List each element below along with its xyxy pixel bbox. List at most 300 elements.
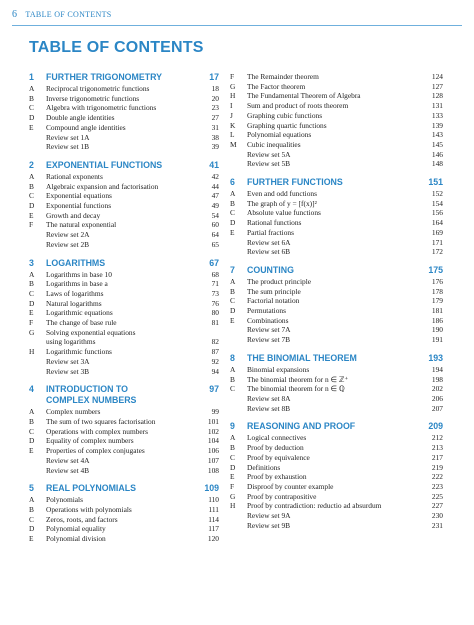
section-entry [29,436,219,446]
section-entry [29,299,219,309]
section-page: 169 [431,227,443,237]
section-page: 42 [211,171,219,181]
review-set-entry [29,357,219,367]
chapter-heading [29,258,219,270]
section-title: Complex numbers [46,407,101,417]
chapter-page: 17 [209,72,219,82]
chapter-section [29,384,219,475]
chapter-title [46,258,203,269]
chapter-section [230,72,443,169]
section-entry [29,103,219,113]
section-letter: B [29,504,34,514]
section-page: 31 [211,122,219,132]
section-title: Growth and decay [46,210,101,220]
section-letter: A [29,84,35,93]
section-entry [230,277,443,287]
section-title: Cubic inequalities [247,139,301,149]
section-page: 198 [431,374,443,384]
section-title: Review set 6B [247,247,291,257]
section-title: Exponential functions [46,201,112,211]
section-page: 219 [431,462,443,472]
section-entry [230,472,443,482]
section-letter: A [29,269,35,279]
section-letter: D [29,298,35,308]
section-entry [29,201,219,211]
section-title: Review set 8B [247,403,291,413]
review-set-entry [230,404,443,414]
section-page: 54 [211,210,219,220]
section-entry [230,306,443,316]
section-entry [230,287,443,297]
section-entry [230,228,443,238]
section-entry [230,140,443,150]
section-letter: F [29,318,34,328]
section-page: 44 [211,181,219,191]
section-letter: B [29,416,34,426]
section-page: 172 [431,247,443,257]
chapter-number: 4 [29,384,34,395]
toc-left-column [29,72,219,552]
section-title: The binomial theorem for n ∈ ℚ [247,384,345,394]
section-page: 206 [431,393,443,403]
review-set-entry [230,247,443,257]
section-page: 81 [211,318,219,328]
section-letter: C [29,288,34,298]
section-title: Review set 2B [46,239,90,249]
section-entry [230,130,443,140]
section-title: Polynomial equality [46,524,106,534]
section-title: Proof by deduction [247,443,304,453]
section-entry [230,111,443,121]
section-title: Review set 7B [247,335,291,345]
section-title: Definitions [247,462,281,472]
section-letter: C [29,103,34,113]
section-title: Algebra with trigonometric functions [46,103,157,113]
chapter-section [29,72,219,152]
section-entry [29,94,219,104]
chapter-title [46,483,198,494]
section-page: 27 [211,113,219,123]
chapter-page: 67 [209,257,219,268]
section-title: Solving exponential equations [46,327,136,337]
section-entry [230,316,443,326]
section-page: 207 [431,403,443,413]
section-page: 64 [211,230,219,240]
section-letter: B [29,181,34,191]
chapter-heading [230,353,443,365]
chapter-title-line: INTRODUCTION TO [46,384,128,395]
section-title: Permutations [247,306,287,316]
section-page: 47 [211,191,219,201]
section-letter: D [230,462,236,472]
section-page: 225 [431,491,443,501]
section-page: 114 [208,514,219,524]
section-letter: F [230,481,235,491]
section-page: 181 [431,306,443,316]
section-letter: E [29,308,34,318]
section-letter: H [29,347,35,357]
section-page: 143 [431,130,443,140]
chapter-title-line: THE BINOMIAL THEOREM [247,352,357,363]
section-page: 60 [211,220,219,230]
running-head-page-number: 6 [12,8,18,20]
section-title: The Fundamental Theorem of Algebra [247,91,361,101]
section-title: Absolute value functions [247,208,321,218]
section-page: 194 [431,364,443,374]
section-entry [29,220,219,230]
section-entry [29,347,219,357]
section-title: The sum of two squares factorisation [46,416,156,426]
section-letter: J [230,110,233,120]
section-entry [230,501,443,511]
chapter-number: 1 [29,72,34,82]
section-title: Operations with polynomials [46,504,132,514]
review-set-entry [230,325,443,335]
section-letter: K [230,120,236,130]
section-page: 231 [431,520,443,530]
section-letter: G [29,327,35,337]
section-page: 65 [211,239,219,249]
chapter-section [29,160,219,250]
section-page: 222 [431,472,443,482]
section-page: 227 [431,501,443,511]
section-page: 212 [431,433,443,443]
section-page: 202 [431,384,443,394]
section-page: 49 [211,201,219,211]
section-page: 73 [211,288,219,298]
section-title: The Remainder theorem [247,72,319,81]
section-letter: E [230,472,235,482]
section-title: Review set 4B [46,465,90,475]
section-letter: D [29,524,35,534]
review-set-entry [29,133,219,143]
section-entry [230,482,443,492]
section-entry [230,492,443,502]
chapter-title-line: FURTHER TRIGONOMETRY [46,72,162,82]
section-letter: D [230,306,236,316]
section-title: Exponential equations [46,191,112,201]
section-letter: C [230,452,235,462]
section-letter: E [230,227,235,237]
review-set-entry [230,394,443,404]
section-letter: C [230,208,235,218]
section-page: 82 [211,337,219,347]
section-entry [29,211,219,221]
chapter-heading [230,421,443,433]
section-letter: E [29,122,34,132]
review-set-entry [230,521,443,531]
section-title: Natural logarithms [46,298,102,308]
section-letter: B [29,279,34,289]
section-page: 71 [211,279,219,289]
toc-right-column [230,72,443,538]
section-letter: E [29,446,34,456]
chapter-title [247,177,422,188]
section-page: 38 [211,132,219,142]
section-entry [230,101,443,111]
section-title: Review set 5B [247,159,291,169]
section-entry [230,82,443,92]
section-entry [230,463,443,473]
section-page: 131 [431,101,443,111]
chapter-number: 5 [29,483,34,494]
section-letter: C [29,426,34,436]
section-page: 127 [431,81,443,91]
section-letter: H [230,91,236,101]
section-page: 146 [431,149,443,159]
section-entry [230,443,443,453]
section-page: 117 [208,524,219,534]
section-title: Logarithms in base 10 [46,269,112,279]
chapter-number: 8 [230,352,235,363]
chapter-title [46,72,203,83]
section-title: Review set 5A [247,149,291,159]
chapter-section [29,483,219,544]
section-title: Partial fractions [247,227,294,237]
section-title: Reciprocal trigonometric functions [46,84,150,93]
section-title: Properties of complex conjugates [46,446,145,456]
section-entry [230,189,443,199]
section-title: Even and odd functions [247,189,317,199]
chapter-heading [230,265,443,277]
section-title: Disproof by counter example [247,481,334,491]
section-letter: B [230,198,235,208]
chapter-page: 109 [204,483,219,494]
chapter-title [247,353,422,364]
section-title: Operations with complex numbers [46,426,149,436]
section-page: 133 [431,110,443,120]
section-page: 128 [431,91,443,101]
chapter-title-line: REAL POLYNOMIALS [46,483,136,494]
chapter-title-line: REASONING AND PROOF [247,421,356,432]
section-title: Combinations [247,315,289,325]
section-page: 80 [211,308,219,318]
section-title: Review set 2A [46,230,90,240]
chapter-page: 97 [209,384,219,395]
section-page: 39 [211,142,219,152]
chapter-title-line: FURTHER FUNCTIONS [247,177,343,188]
section-entry [230,433,443,443]
section-letter: M [230,139,237,149]
section-title: Equality of complex numbers [46,436,134,446]
section-title: Polynomial equations [247,130,312,140]
section-letter: G [230,491,236,501]
section-page: 20 [211,93,219,103]
section-entry [29,113,219,123]
section-title: Proof by contradiction: reductio ad absurdum [247,501,382,511]
chapter-title [46,384,203,406]
chapter-title [46,160,203,171]
section-letter: G [230,81,236,91]
section-letter: H [230,501,236,511]
section-title: The sum principle [247,286,301,296]
chapter-title [247,421,422,432]
chapter-title-line: LOGARITHMS [46,257,106,268]
section-title: The graph of y = [f(x)]² [247,198,317,208]
section-letter: A [230,433,236,443]
section-page: 152 [431,189,443,199]
section-entry [29,308,219,318]
section-entry [29,534,219,544]
section-entry [230,453,443,463]
section-page: 186 [431,315,443,325]
section-entry [29,318,219,328]
chapter-heading [230,177,443,189]
section-letter: C [29,191,34,201]
section-page: 110 [208,495,219,505]
section-title: The product principle [247,276,312,286]
chapter-section [230,421,443,530]
chapter-heading [29,72,219,84]
section-page: 92 [211,356,219,366]
section-title: Proof by equivalence [247,452,310,462]
section-entry [230,218,443,228]
section-letter: A [29,171,35,181]
section-title: Proof by contrapositive [247,491,317,501]
section-entry [230,375,443,385]
chapter-number: 2 [29,159,34,170]
review-set-entry [29,456,219,466]
section-letter: E [230,315,235,325]
section-title: Review set 9B [247,520,291,530]
section-letter: A [29,495,35,505]
section-title: Review set 8A [247,393,291,403]
chapter-page: 151 [428,177,443,188]
section-letter: C [230,384,235,394]
chapter-heading [29,483,219,495]
section-page: 23 [211,103,219,113]
section-page: 139 [431,120,443,130]
section-page: 171 [431,237,443,247]
header-rule [12,25,462,26]
section-page: 154 [431,198,443,208]
section-entry [29,191,219,201]
section-letter: A [29,407,35,417]
section-entry [29,123,219,133]
chapter-title [247,265,422,276]
review-set-entry [29,142,219,152]
section-title: Polynomials [46,495,83,505]
section-entry [29,495,219,505]
review-set-entry [29,466,219,476]
page-title: TABLE OF CONTENTS [29,39,204,56]
section-title: Logical connectives [247,433,307,443]
section-letter: B [230,286,235,296]
section-title: Polynomial division [46,534,106,544]
section-letter: E [29,210,34,220]
section-title: Zeros, roots, and factors [46,514,118,524]
section-letter: A [230,364,236,374]
section-entry [29,446,219,456]
chapter-title-line: EXPONENTIAL FUNCTIONS [46,159,163,170]
chapter-page: 209 [428,421,443,432]
section-title: Factorial notation [247,296,300,306]
chapter-section [230,265,443,345]
section-title: The binomial theorem for n ∈ ℤ⁺ [247,374,349,384]
section-page: 176 [431,276,443,286]
section-page: 120 [207,534,219,544]
section-letter: A [230,189,236,199]
section-entry [29,524,219,534]
section-entry [230,91,443,101]
chapter-title-line: COMPLEX NUMBERS [46,395,137,406]
section-page: 108 [207,465,219,475]
section-page: 217 [431,452,443,462]
section-title: Compound angle identities [46,122,126,132]
section-title: Logarithmic functions [46,347,112,357]
section-page: 106 [207,446,219,456]
section-page: 191 [431,335,443,345]
section-entry [29,407,219,417]
review-set-entry [230,238,443,248]
section-entry [29,182,219,192]
section-title: Graphing quartic functions [247,120,327,130]
running-head-label: TABLE OF CONTENTS [25,9,112,19]
section-entry [230,121,443,131]
section-title: The natural exponential [46,220,117,230]
section-entry [29,417,219,427]
section-title: Binomial expansions [247,364,310,374]
section-page: 213 [431,443,443,453]
section-title: Review set 9A [247,511,291,521]
section-letter: F [29,220,34,230]
section-letter: L [230,130,235,140]
section-title: Review set 1A [46,132,90,142]
section-title: Review set 3A [46,356,90,366]
section-page: 102 [207,426,219,436]
section-page: 164 [431,218,443,228]
chapter-heading [29,160,219,172]
section-page: 76 [211,298,219,308]
section-entry [230,208,443,218]
review-set-entry [29,367,219,377]
section-title: Graphing cubic functions [247,110,323,120]
section-title: Proof by exhaustion [247,472,307,482]
section-entry [230,72,443,82]
section-letter: F [230,72,235,81]
section-page: 156 [431,208,443,218]
review-set-entry [230,335,443,345]
section-page: 87 [211,347,219,357]
section-letter: E [29,534,34,544]
section-page: 94 [211,366,219,376]
section-letter: B [29,93,34,103]
section-page: 101 [207,416,219,426]
section-letter: A [230,276,236,286]
section-entry [230,365,443,375]
section-letter: I [230,101,233,111]
section-entry [29,515,219,525]
section-entry [230,296,443,306]
running-head [12,7,112,21]
section-entry [29,279,219,289]
chapter-number: 7 [230,264,235,275]
section-entry [230,199,443,209]
section-page: 178 [431,286,443,296]
review-set-entry [230,159,443,169]
section-entry [29,328,219,338]
section-page: 230 [431,511,443,521]
section-letter: B [230,374,235,384]
section-page: 68 [211,269,219,279]
chapter-heading [29,384,219,407]
section-entry [29,289,219,299]
section-title: Review set 6A [247,237,291,247]
section-title: Review set 3B [46,366,90,376]
section-letter: D [29,201,35,211]
section-title: using logarithms [46,337,96,347]
section-entry [29,505,219,515]
